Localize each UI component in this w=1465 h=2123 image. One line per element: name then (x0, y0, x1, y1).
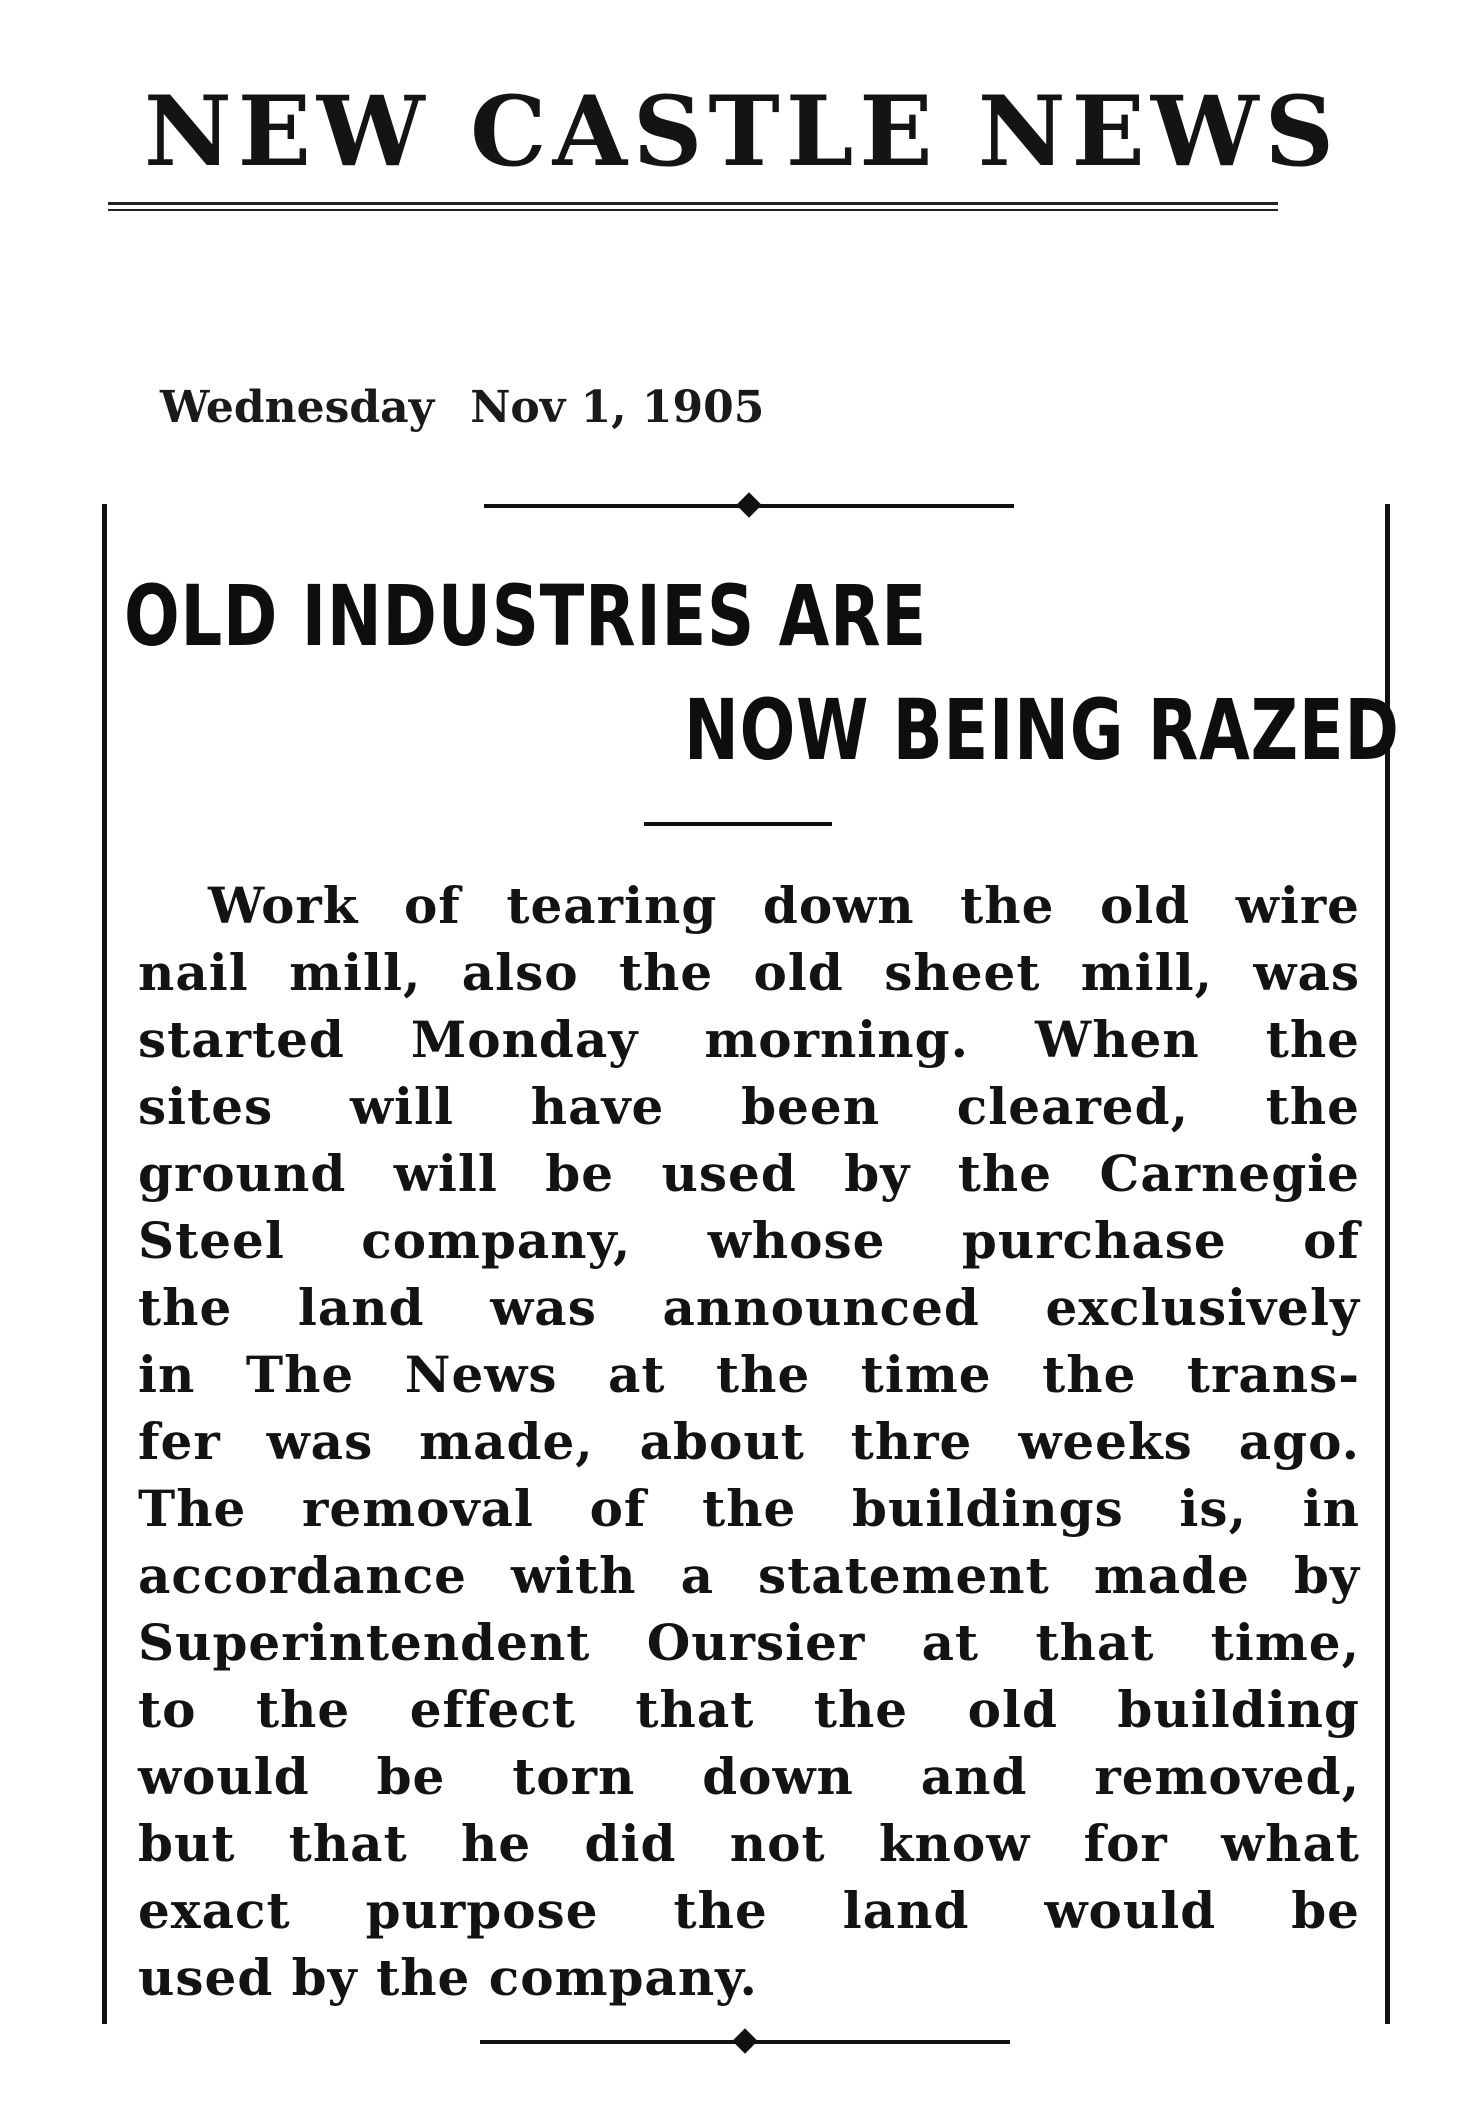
body-line: the land was announced exclusively (138, 1278, 1360, 1337)
masthead (108, 72, 1340, 212)
body-line: to the effect that the old building (138, 1680, 1360, 1739)
body-line: fer was made, about thre weeks ago. (138, 1412, 1360, 1471)
dateline-day: Wednesday (160, 382, 435, 433)
diamond-icon (736, 492, 761, 517)
ornament-rule-bottom (480, 2030, 1010, 2054)
headline-line-1: OLD INDUSTRIES ARE (124, 567, 927, 665)
diamond-icon (732, 2028, 757, 2053)
body-line: The removal of the buildings is, in (138, 1479, 1360, 1538)
body-line: accordance with a statement made by (138, 1546, 1360, 1605)
masthead-title: NEW CASTLE NEWS (144, 75, 1340, 188)
masthead-rule-secondary (108, 209, 1278, 211)
article-body (138, 872, 1360, 2011)
ornament-rule-top (484, 494, 1014, 518)
headline-line-2: NOW BEING RAZED (684, 681, 1400, 779)
body-line: exact purpose the land would be (138, 1881, 1360, 1940)
body-line: in The News at the time the trans- (138, 1345, 1360, 1404)
body-line: Steel company, whose purchase of (138, 1211, 1360, 1270)
body-line: started Monday morning. When the (138, 1010, 1360, 1069)
dateline-date: Nov 1, 1905 (470, 382, 765, 433)
body-line: Work of tearing down the old wire (208, 876, 1360, 935)
body-line: nail mill, also the old sheet mill, was (138, 943, 1360, 1002)
body-line: sites will have been cleared, the (138, 1077, 1360, 1136)
masthead-rule (108, 202, 1278, 205)
dateline (160, 378, 764, 438)
body-line: used by the company. (138, 1948, 758, 2007)
body-line: but that he did not know for what (138, 1814, 1360, 1873)
body-line: Superintendent Oursier at that time, (138, 1613, 1360, 1672)
headline-divider (644, 822, 832, 826)
body-line: ground will be used by the Carnegie (138, 1144, 1360, 1203)
body-line: would be torn down and removed, (138, 1747, 1360, 1806)
article-frame-left (102, 504, 107, 2024)
